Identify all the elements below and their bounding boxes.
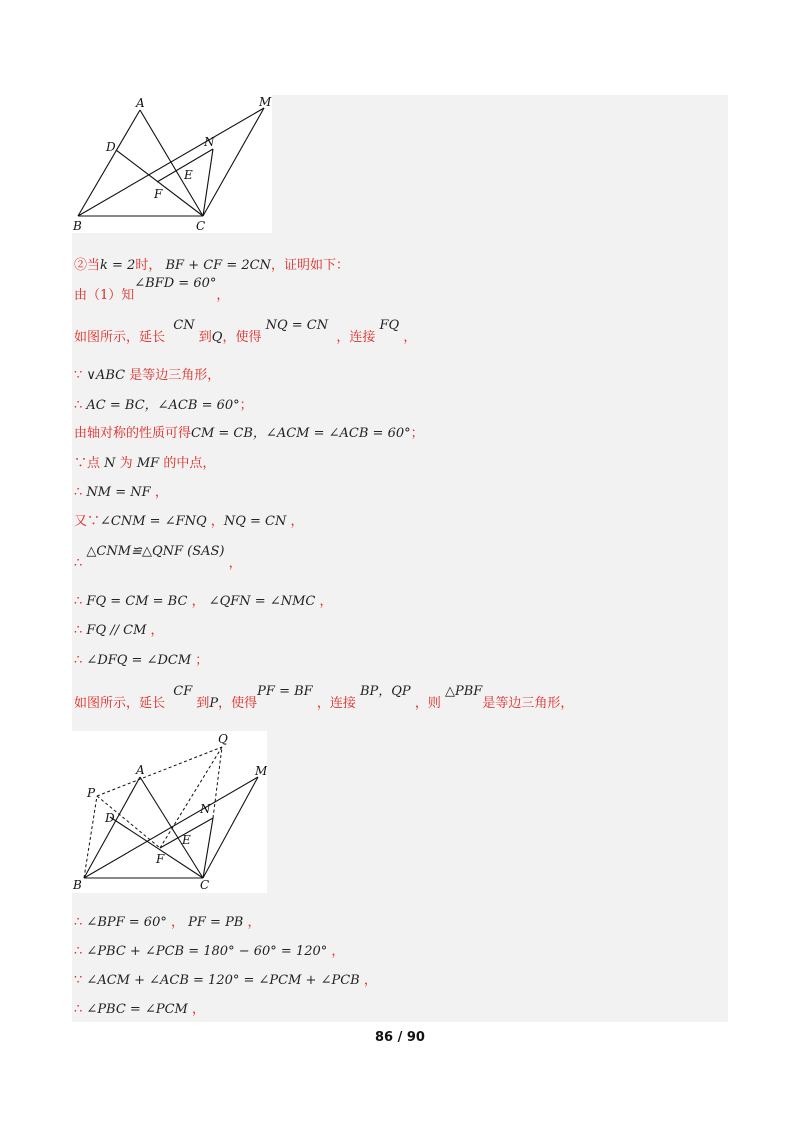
geometry-figure-1: [72, 95, 272, 233]
text: ②当: [74, 258, 101, 273]
math: ∠QFN = ∠NMC: [208, 594, 316, 609]
text: ，: [191, 594, 205, 609]
text: ，则: [414, 696, 441, 711]
math: ∨ABC: [86, 368, 126, 383]
label-B: B: [73, 219, 82, 233]
text: ，证明如下：: [270, 258, 349, 273]
text: ∴: [74, 398, 83, 413]
text: ，: [290, 514, 304, 529]
text: ，: [247, 915, 261, 930]
text: ∴: [74, 653, 83, 668]
math: ∠BFD = 60°: [134, 276, 217, 291]
math: CM = CB，∠ACM = ∠ACB = 60°: [191, 426, 411, 441]
text: 是等边三角形，: [482, 696, 574, 711]
text: 由轴对称的性质可得: [74, 426, 192, 441]
text: 为: [119, 456, 133, 471]
text: ，: [319, 594, 333, 609]
text: ，: [331, 944, 345, 959]
proof-line-2: [74, 276, 230, 306]
math: BP，QP: [359, 684, 411, 699]
label-C: C: [200, 878, 210, 892]
label-N: N: [200, 802, 211, 816]
label-C: C: [196, 219, 206, 233]
text: ∴: [74, 1002, 83, 1017]
math: ∠BPF = 60°: [86, 915, 167, 930]
math: ∠PBC = ∠PCM: [86, 1002, 188, 1017]
proof-line-13: [74, 651, 208, 671]
text: ，: [150, 623, 164, 638]
math: FQ: [379, 318, 400, 333]
math: FQ = CM = BC: [86, 594, 188, 609]
proof-line-7: [74, 454, 215, 474]
label-N: N: [204, 135, 215, 149]
text: 时，: [135, 258, 162, 273]
text: ，: [403, 330, 417, 345]
text: ；: [239, 398, 253, 413]
label-A: A: [136, 96, 145, 110]
proof-line-4: [74, 366, 220, 386]
math: PF = BF: [257, 684, 313, 699]
label-Q: Q: [218, 732, 228, 746]
math: ∠DFQ = ∠DCM: [86, 653, 192, 668]
proof-line-3: [74, 318, 417, 348]
label-P: P: [87, 786, 96, 800]
text: 如图所示，延长: [74, 330, 166, 345]
text: ，使得: [222, 330, 262, 345]
math: ∠CNM = ∠FNQ: [100, 514, 207, 529]
text: ，连接: [336, 330, 376, 345]
text: 到: [198, 330, 212, 345]
geometry-figure-2: [72, 731, 267, 893]
text: ，: [154, 485, 168, 500]
text: ∵点: [74, 456, 101, 471]
label-F: F: [156, 852, 165, 866]
proof-line-8: [74, 483, 168, 503]
math: MF: [136, 456, 160, 471]
proof-line-12: [74, 621, 164, 641]
text: ∴: [74, 594, 83, 609]
text: ，: [170, 915, 184, 930]
proof-line-11: [74, 592, 333, 612]
label-D: D: [106, 140, 116, 154]
label-A: A: [136, 763, 145, 777]
text: ∴: [74, 556, 83, 571]
text: 是等边三角形，: [129, 368, 221, 383]
text: 又∵: [74, 514, 101, 529]
proof-line-1: [74, 256, 349, 276]
text: ∴: [74, 915, 83, 930]
text: ，使得: [218, 696, 258, 711]
proof-line-14: [74, 684, 574, 714]
label-D: D: [105, 811, 115, 825]
text: ∵: [74, 368, 83, 383]
math: ∠PBC + ∠PCB = 180° − 60° = 120°: [86, 944, 328, 959]
text: 的中点，: [163, 456, 216, 471]
proof-line-16: [74, 942, 344, 962]
math: ∠ACM + ∠ACB = 120° = ∠PCM + ∠PCB: [86, 973, 360, 988]
math: NQ = CN: [223, 514, 287, 529]
figure-2-svg: [72, 731, 267, 893]
label-F: F: [154, 187, 163, 201]
math: N: [104, 456, 116, 471]
proof-line-17: [74, 971, 377, 991]
text: ，: [216, 288, 230, 303]
text: ，: [363, 973, 377, 988]
proof-line-10: [74, 544, 242, 574]
text: ，连接: [316, 696, 356, 711]
math: k = 2: [100, 258, 136, 273]
math: NQ = CN: [265, 318, 329, 333]
math: P: [209, 696, 219, 711]
proof-line-9: [74, 512, 303, 532]
math: CF: [173, 684, 193, 699]
proof-line-5: [74, 396, 253, 416]
text: ；: [410, 426, 424, 441]
math: PF = PB: [188, 915, 244, 930]
math: CN: [173, 318, 195, 333]
proof-line-6: [74, 424, 424, 444]
figure-1-svg: [72, 95, 272, 233]
text: ∴: [74, 944, 83, 959]
proof-line-15: [74, 913, 261, 933]
math: NM = NF: [86, 485, 151, 500]
math: Q: [211, 330, 223, 345]
text: 由（1）知: [74, 288, 135, 303]
text: 如图所示，延长: [74, 696, 166, 711]
text: ∵: [74, 973, 83, 988]
label-M: M: [255, 764, 267, 778]
text: ；: [195, 653, 209, 668]
text: ，: [228, 556, 242, 571]
text: 到: [196, 696, 210, 711]
label-E: E: [182, 833, 191, 847]
math: AC = BC，∠ACB = 60°: [86, 398, 240, 413]
math: BF + CF = 2CN: [165, 258, 271, 273]
text: ∴: [74, 485, 83, 500]
label-B: B: [73, 878, 82, 892]
math: △PBF: [444, 684, 483, 699]
proof-line-18: [74, 1000, 205, 1020]
label-M: M: [259, 95, 272, 109]
page-number: 86 / 90: [375, 1030, 425, 1045]
text: ∴: [74, 623, 83, 638]
math: FQ // CM: [86, 623, 147, 638]
text: ，: [210, 514, 224, 529]
label-E: E: [184, 168, 193, 182]
math: △CNM≌△QNF (SAS): [86, 544, 225, 559]
text: ，: [192, 1002, 206, 1017]
